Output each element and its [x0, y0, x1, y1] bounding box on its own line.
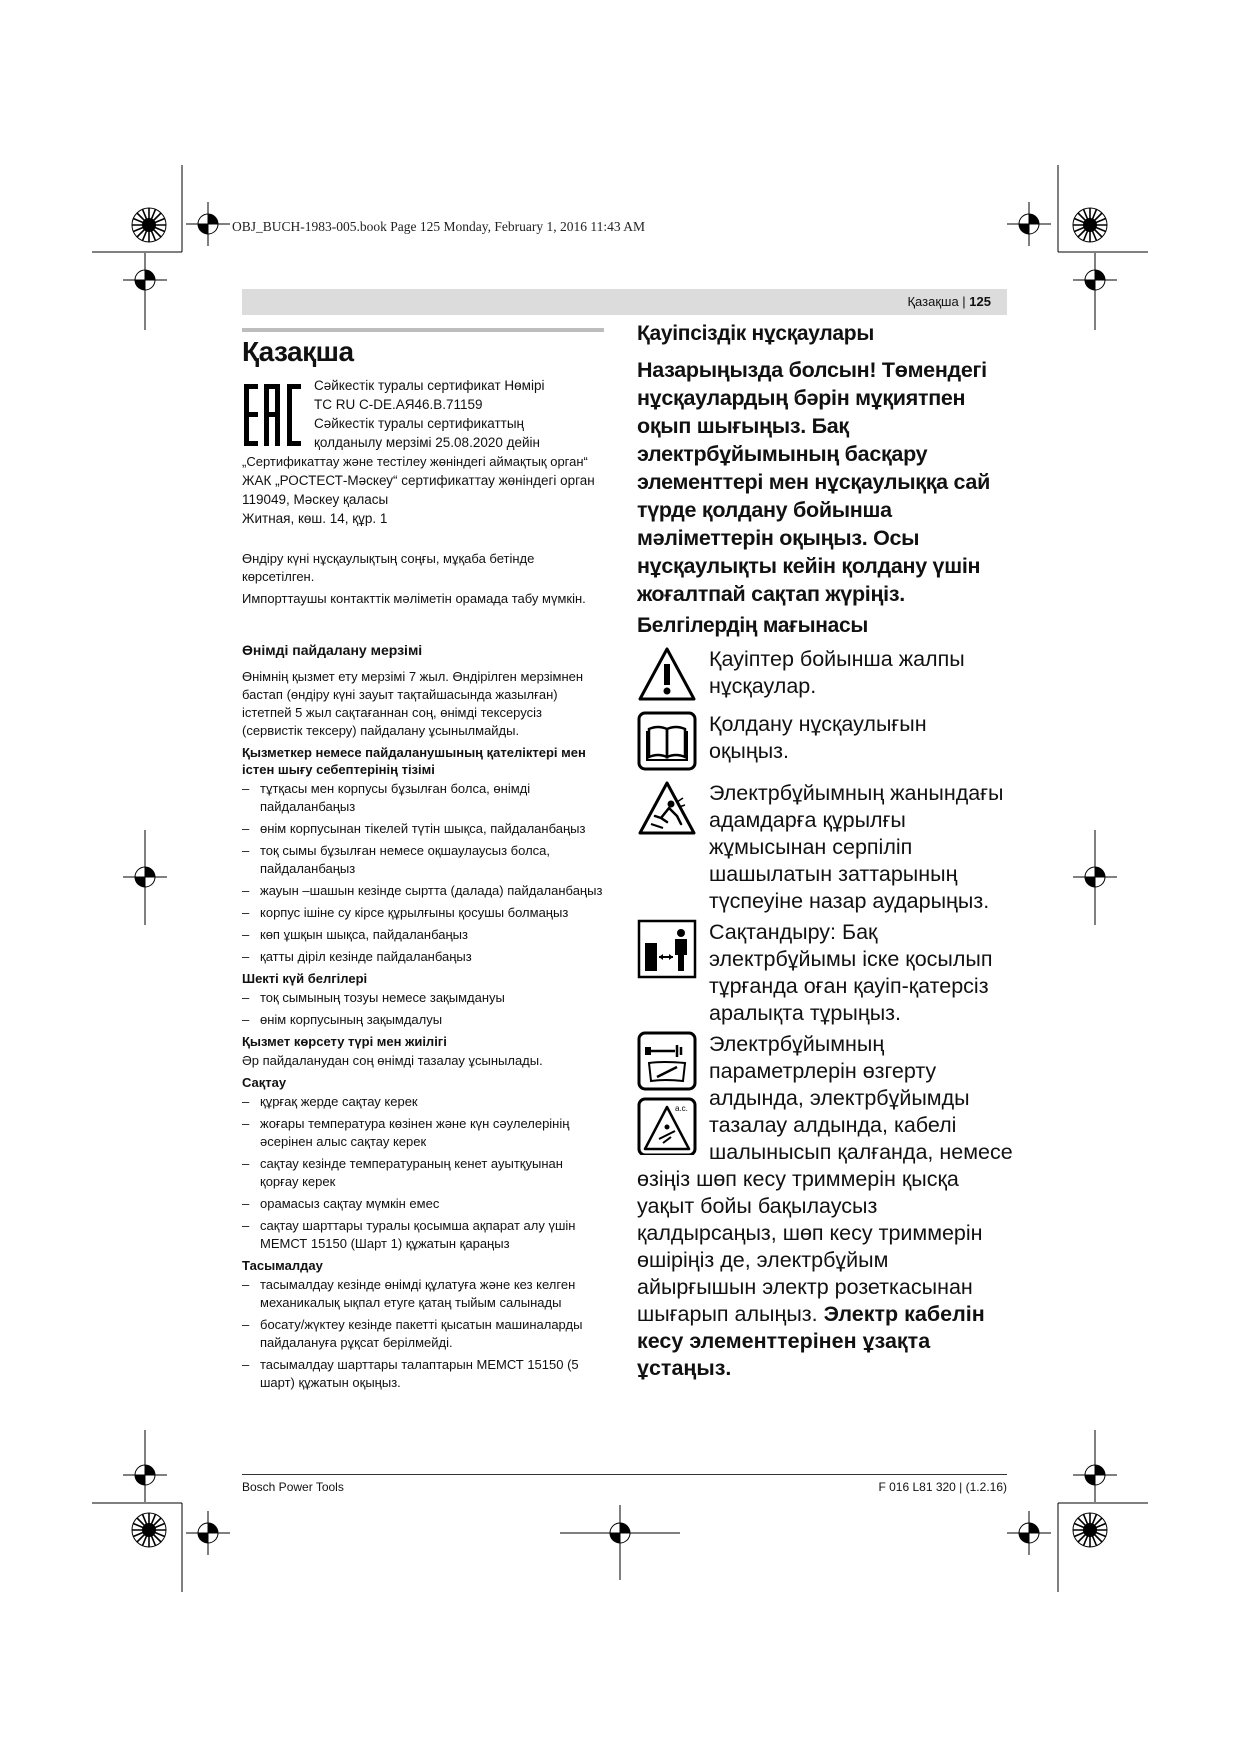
symbol-text: Қауіптер бойынша жалпы нұсқаулар. — [709, 647, 965, 698]
registration-cross-icon — [186, 1511, 230, 1555]
symbol-row — [637, 646, 1009, 707]
cert-org-line: 119049, Мәскеу қаласы — [242, 492, 389, 507]
eac-logo-icon — [242, 376, 314, 452]
footer-rule — [242, 1474, 1007, 1475]
right-column — [637, 322, 1013, 1382]
transport-heading: Тасымалдау — [242, 1258, 323, 1273]
unplug-text-rest — [637, 1166, 1009, 1382]
storage-list — [242, 1093, 604, 1253]
unplug-line: шалынысып қалғанда, немесе — [709, 1140, 1013, 1164]
registration-rose-icon — [132, 1513, 166, 1547]
list-item: – жоғары температура көзінен және күн сәулелерінің әсерінен алыс сақтау керек — [242, 1115, 604, 1151]
list-item: – орамасыз сақтау мүмкін емес — [242, 1195, 604, 1213]
transport-list — [242, 1276, 604, 1392]
header-text: Қазақша | 125 — [907, 294, 991, 309]
errors-list — [242, 780, 604, 966]
symbol-text: Қолдану нұсқаулығын оқыңыз. — [709, 712, 927, 763]
header-language: Қазақша — [907, 294, 959, 309]
cert-org-line: Житная, көш. 14, құр. 1 — [242, 511, 388, 526]
unplug-text-top — [709, 1031, 1013, 1166]
safety-warning: Назарыңызда болсын! Төмендегі нұсқаулардың бәрін мұқиятпен оқып шығыңыз. Бақ электрбұйымының басқару элементтері мен нұсқаулыққа сай түрде қолдану бойынша мәліметтерін оқыңыз. Осы нұсқаулықты кейін қолдану үшін жоғалтпай сақтап жүріңіз. — [637, 358, 991, 606]
list-item: – өнім корпусының зақымдалуы — [242, 1011, 604, 1029]
settings-unplug-icon — [639, 1033, 695, 1089]
unplug-line: алдында, электрбұйымды — [709, 1086, 970, 1110]
list-item: – корпус ішіне су кірсе құрылғыны қосушы болмаңыз — [242, 904, 604, 922]
page-title: Қазақша — [242, 336, 354, 367]
flying-objects-icon — [637, 780, 701, 841]
certificate-lines — [314, 376, 544, 452]
symbol-row — [637, 919, 1009, 1027]
unplug-line: Электрбұйымның — [709, 1032, 885, 1056]
list-item: – босату/жүктеу кезінде пакетті қысатын машиналарды пайдалануға рұқсат берілмейді. — [242, 1316, 604, 1352]
cert-org-line: „Сертификаттау және тестілеу жөніндегі аймақтық орган“ — [242, 454, 588, 469]
list-item: – өнім корпусынан тікелей түтін шықса, пайдаланбаңыз — [242, 820, 604, 838]
list-item: – тоқ сымы бұзылған немесе оқшаулаусыз болса, пайдаланбаңыз — [242, 842, 604, 878]
registration-rose-icon — [1073, 1513, 1107, 1547]
cert-line: TC RU C-DE.АЯ46.В.71159 — [314, 397, 483, 412]
symbols-heading: Белгілердің мағынасы — [637, 614, 869, 637]
list-item: – сақтау шарттары туралы қосымша ақпарат алу үшін МЕМСТ 15150 (Шарт 1) құжатын қараңыз — [242, 1217, 604, 1253]
list-item: – сақтау кезінде температураның кенет ауытқуынан қорғау керек — [242, 1155, 604, 1191]
warning-triangle-icon — [637, 646, 701, 707]
ac-label: a.c. — [675, 1104, 688, 1113]
list-item: – көп ұшқын шықса, пайдаланбаңыз — [242, 926, 604, 944]
unplug-line: тазалау алдында, кабелі — [709, 1113, 957, 1137]
limit-heading: Шекті күй белгілері — [242, 971, 368, 986]
footer-doc-number: F 016 L81 320 | (1.2.16) — [878, 1480, 1007, 1494]
cert-line: Сәйкестік туралы сертификат Нөмірі — [314, 378, 545, 393]
service-heading: Қызмет көрсету түрі мен жиілігі — [242, 1034, 447, 1049]
manual-book-icon — [637, 711, 701, 776]
registration-cross-icon — [1007, 1511, 1051, 1555]
cert-line: Сәйкестік туралы сертификаттың — [314, 416, 525, 431]
cable-warning: Электр кабелін кесу элементтерінен ұзақта ұстаңыз. — [637, 1302, 985, 1380]
registration-rose-icon — [1073, 208, 1107, 242]
list-item: – тасымалдау кезінде өнімді құлатуға және кез келген механикалық ықпал етуге қатаң тыйым салынады — [242, 1276, 604, 1312]
cert-org-line: ЖАК „РОСТЕСТ-Мәскеу“ сертификаттау жөніндегі орган — [242, 473, 595, 488]
service-text: Әр пайдаланудан соң өнімді тазалау ұсынылады. — [242, 1053, 543, 1068]
certificate-block — [242, 376, 604, 452]
service-life-text: Өнімнің қызмет ету мерзімі 7 жыл. Өндірілген мерзімнен бастап (өндіру күні зауыт тақтайшасында жазылған) істетпей 5 жыл сақтағаннан соң, өнімді тексерусіз (сервистік тексеру) пайдалану ұсынылмайды. — [242, 669, 584, 738]
safety-heading: Қауіпсіздік нұсқаулары — [637, 322, 874, 345]
importer-note: Импорттаушы контакттік мәліметін орамада табу мүмкін. — [242, 591, 586, 606]
symbol-row — [637, 780, 1009, 915]
cert-line: қолданылу мерзімі 25.08.2020 дейін — [314, 435, 540, 450]
list-item: – қатты діріл кезінде пайдаланбаңыз — [242, 948, 604, 966]
service-life-heading: Өнімді пайдалану мерзімі — [242, 642, 423, 658]
unplug-icons — [637, 1031, 701, 1160]
safe-distance-icon — [637, 919, 701, 984]
cleaning-unplug-icon — [639, 1099, 695, 1155]
page-header — [242, 289, 1007, 315]
print-info-line: OBJ_BUCH-1983-005.book Page 125 Monday, February 1, 2016 11:43 AM — [232, 219, 645, 234]
limits-list — [242, 989, 604, 1029]
registration-cross-icon — [1007, 202, 1051, 246]
list-item: – тасымалдау шарттары талаптарын МЕМСТ 15150 (5 шарт) құжатын оқыңыз. — [242, 1356, 604, 1392]
column-rule — [242, 328, 604, 332]
production-date-note: Өндіру күні нұсқаулықтың соңғы, мұқаба бетінде көрсетілген. — [242, 551, 535, 584]
certificate-organization — [242, 452, 604, 528]
footer-brand: Bosch Power Tools — [242, 1480, 344, 1494]
list-item: – құрғақ жерде сақтау керек — [242, 1093, 604, 1111]
errors-heading: Қызметкер немесе пайдаланушының қателіктері мен істен шығу себептерінің тізімі — [242, 745, 586, 777]
unplug-line: параметрлерін өзгерту — [709, 1059, 937, 1083]
symbol-row — [637, 711, 1009, 776]
storage-heading: Сақтау — [242, 1075, 287, 1090]
symbol-text: Электрбұйымның жанындағы адамдарға құрылғы жұмысынан серпіліп шашылатын заттарының түспеуіне назар аударыңыз. — [709, 781, 1004, 913]
registration-rose-icon — [132, 208, 166, 242]
list-item: – тоқ сымының тозуы немесе зақымдануы — [242, 989, 604, 1007]
list-item: – тұтқасы мен корпусы бұзылған болса, өнімді пайдаланбаңыз — [242, 780, 604, 816]
page-number: 125 — [969, 294, 991, 309]
symbol-row — [637, 1031, 1013, 1166]
symbol-text: Сақтандыру: Бақ электрбұйымы іске қосылып тұрғанда оған қауіп-қатерсіз аралықта тұрыңыз. — [709, 920, 993, 1025]
unplug-instruction: өзіңіз шөп кесу триммерін қысқа уақыт бойы бақылаусыз қалдырсаңыз, шөп кесу триммерін өшіріңіз де, электрбұйым айырғышын электр розеткасынан шығарып алыңыз. — [637, 1167, 983, 1326]
registration-cross-icon — [186, 202, 230, 246]
left-column — [242, 328, 604, 1396]
list-item: – жауын –шашын кезінде сыртта (далада) пайдаланбаңыз — [242, 882, 604, 900]
